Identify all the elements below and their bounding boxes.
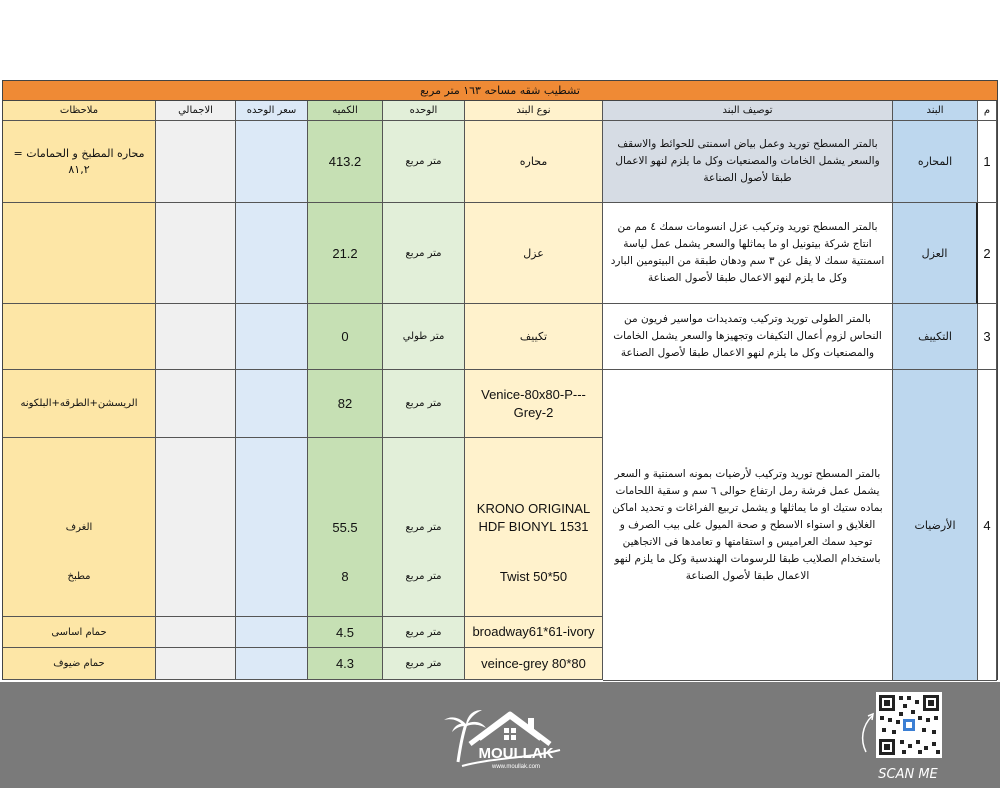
floor-sub-total xyxy=(156,370,236,438)
row4-description: بالمتر المسطح توريد وتركيب لأرضيات بمونه اسمنتية و السعر يشمل عمل فرشة رمل ارتفاع حوالى ٦ سم و سقية اللحامات بماده ستيك او ما يماثلها و يشمل تربيع الفراغات و تحديد اماكن الغلايق و استواء الاسطح و صحة الميول على بيب الصرف و توحيد سمك العراميس و استقامتها و تعامدها فى الاتجاهين باستخدام الصلايب طبقا للرسومات الهندسية وكل ما يلزم لنهو الاعمال طبقا لأصول الصناعة xyxy=(603,370,893,681)
header-description: توصيف البند xyxy=(603,101,893,121)
row1-number: 1 xyxy=(978,121,997,203)
row2-item: العزل xyxy=(893,203,978,304)
qr-code-block[interactable] xyxy=(852,690,952,785)
floor-sub-unit: متر مربع xyxy=(383,617,465,648)
row4-item: الأرضيات xyxy=(893,370,978,681)
floor-sub-unit: متر مربع xyxy=(383,648,465,680)
row2-unit-price xyxy=(236,203,308,304)
row3-number: 3 xyxy=(978,304,997,370)
row2-notes xyxy=(3,203,156,304)
row1-item: المحاره xyxy=(893,121,978,203)
floor-sub-notes: مطبخ xyxy=(3,537,156,617)
floor-sub-quantity: 82 xyxy=(308,370,383,438)
header-unit-price: سعر الوحده xyxy=(236,101,308,121)
header-number: م xyxy=(978,101,997,121)
header-quantity: الكميه xyxy=(308,101,383,121)
moullak-logo xyxy=(440,700,570,780)
floor-sub-quantity: 8 xyxy=(308,537,383,617)
row1-unit: متر مربع xyxy=(383,121,465,203)
row3-description: بالمتر الطولى توريد وتركيب وتمديدات مواسير فريون من النحاس لزوم أعمال التكيفات وتجهيزها والسعر يشمل الخامات والمصنعيات وكل ما يلزم لنهو الاعمال طبقا لأصول الصناعة xyxy=(603,304,893,370)
row3-item: التكييف xyxy=(893,304,978,370)
floor-sub-type: veince-grey 80*80 xyxy=(465,648,603,680)
floor-sub-unit-price xyxy=(236,648,308,680)
floor-sub-unit: متر مربع xyxy=(383,438,465,617)
row3-quantity: 0 xyxy=(308,304,383,370)
row3-unit-price xyxy=(236,304,308,370)
floor-sub-notes: حمام ضيوف xyxy=(3,648,156,680)
floor-sub-notes: حمام اساسى xyxy=(3,617,156,648)
floor-sub-notes: الغرف xyxy=(3,438,156,617)
floor-sub-quantity: 4.5 xyxy=(308,617,383,648)
qr-code-icon[interactable] xyxy=(852,690,952,785)
table-title: تشطيب شقه مساحه ١٦٣ متر مربع xyxy=(3,81,997,101)
floor-sub-total xyxy=(156,537,236,617)
floor-sub-type: Venice-80x80-P---Grey-2 xyxy=(465,370,603,438)
header-notes: ملاحظات xyxy=(3,101,156,121)
row1-quantity: 413.2 xyxy=(308,121,383,203)
row4-number: 4 xyxy=(978,370,997,681)
row3-total xyxy=(156,304,236,370)
floor-sub-unit-price xyxy=(236,370,308,438)
header-item: البند xyxy=(893,101,978,121)
house-palm-icon xyxy=(440,700,570,780)
row1-description: بالمتر المسطح توريد وعمل بياض اسمنتى للحوائط والاسقف والسعر يشمل الخامات والمصنعيات وكل ما يلزم لنهو الاعمال طبقا لأصول الصناعة xyxy=(603,121,893,203)
scan-me-label: SCAN ME xyxy=(878,767,938,782)
row2-unit: متر مربع xyxy=(383,203,465,304)
floor-sub-type: broadway61*61-ivory xyxy=(465,617,603,648)
row2-quantity: 21.2 xyxy=(308,203,383,304)
floor-sub-unit: متر مربع xyxy=(383,370,465,438)
row2-number: 2 xyxy=(978,203,997,304)
row1-notes: محاره المطبخ و الحمامات = ٨١,٢ xyxy=(3,121,156,203)
floor-sub-type: KRONO ORIGINAL HDF BIONYL 1531 xyxy=(465,438,603,617)
floor-sub-total xyxy=(156,617,236,648)
quotation-table xyxy=(2,80,998,680)
row2-description: بالمتر المسطح توريد وتركيب عزل انسومات سمك ٤ مم من انتاج شركة بيتونيل او ما يماثلها والسعر يشمل عمل لياسة اسمنتية سمك لا يقل عن ٣ سم ودهان طبقة من البيتومين البارد وكل ما يلزم لنهو الاعمال طبقا لأصول الصناعة xyxy=(603,203,893,304)
row2-item-type: عزل xyxy=(465,203,603,304)
row3-unit: متر طولي xyxy=(383,304,465,370)
floor-sub-quantity: 55.5 xyxy=(308,438,383,617)
row2-total xyxy=(156,203,236,304)
floor-sub-unit-price xyxy=(236,537,308,617)
floor-sub-type: Twist 50*50 xyxy=(465,537,603,617)
floor-sub-notes: الريسشن+الطرقه+البلكونه xyxy=(3,370,156,438)
row1-item-type: محاره xyxy=(465,121,603,203)
header-unit: الوحده xyxy=(383,101,465,121)
brand-name: MOULLAK xyxy=(478,745,554,762)
floor-sub-unit: متر مربع xyxy=(383,537,465,617)
row3-item-type: تكييف xyxy=(465,304,603,370)
floor-sub-total xyxy=(156,648,236,680)
header-item-type: نوع البند xyxy=(465,101,603,121)
floor-sub-unit-price xyxy=(236,617,308,648)
row1-unit-price xyxy=(236,121,308,203)
row1-total xyxy=(156,121,236,203)
brand-website: www.moullak.com xyxy=(491,764,541,770)
header-total: الاجمالي xyxy=(156,101,236,121)
row3-notes xyxy=(3,304,156,370)
floor-sub-quantity: 4.3 xyxy=(308,648,383,680)
